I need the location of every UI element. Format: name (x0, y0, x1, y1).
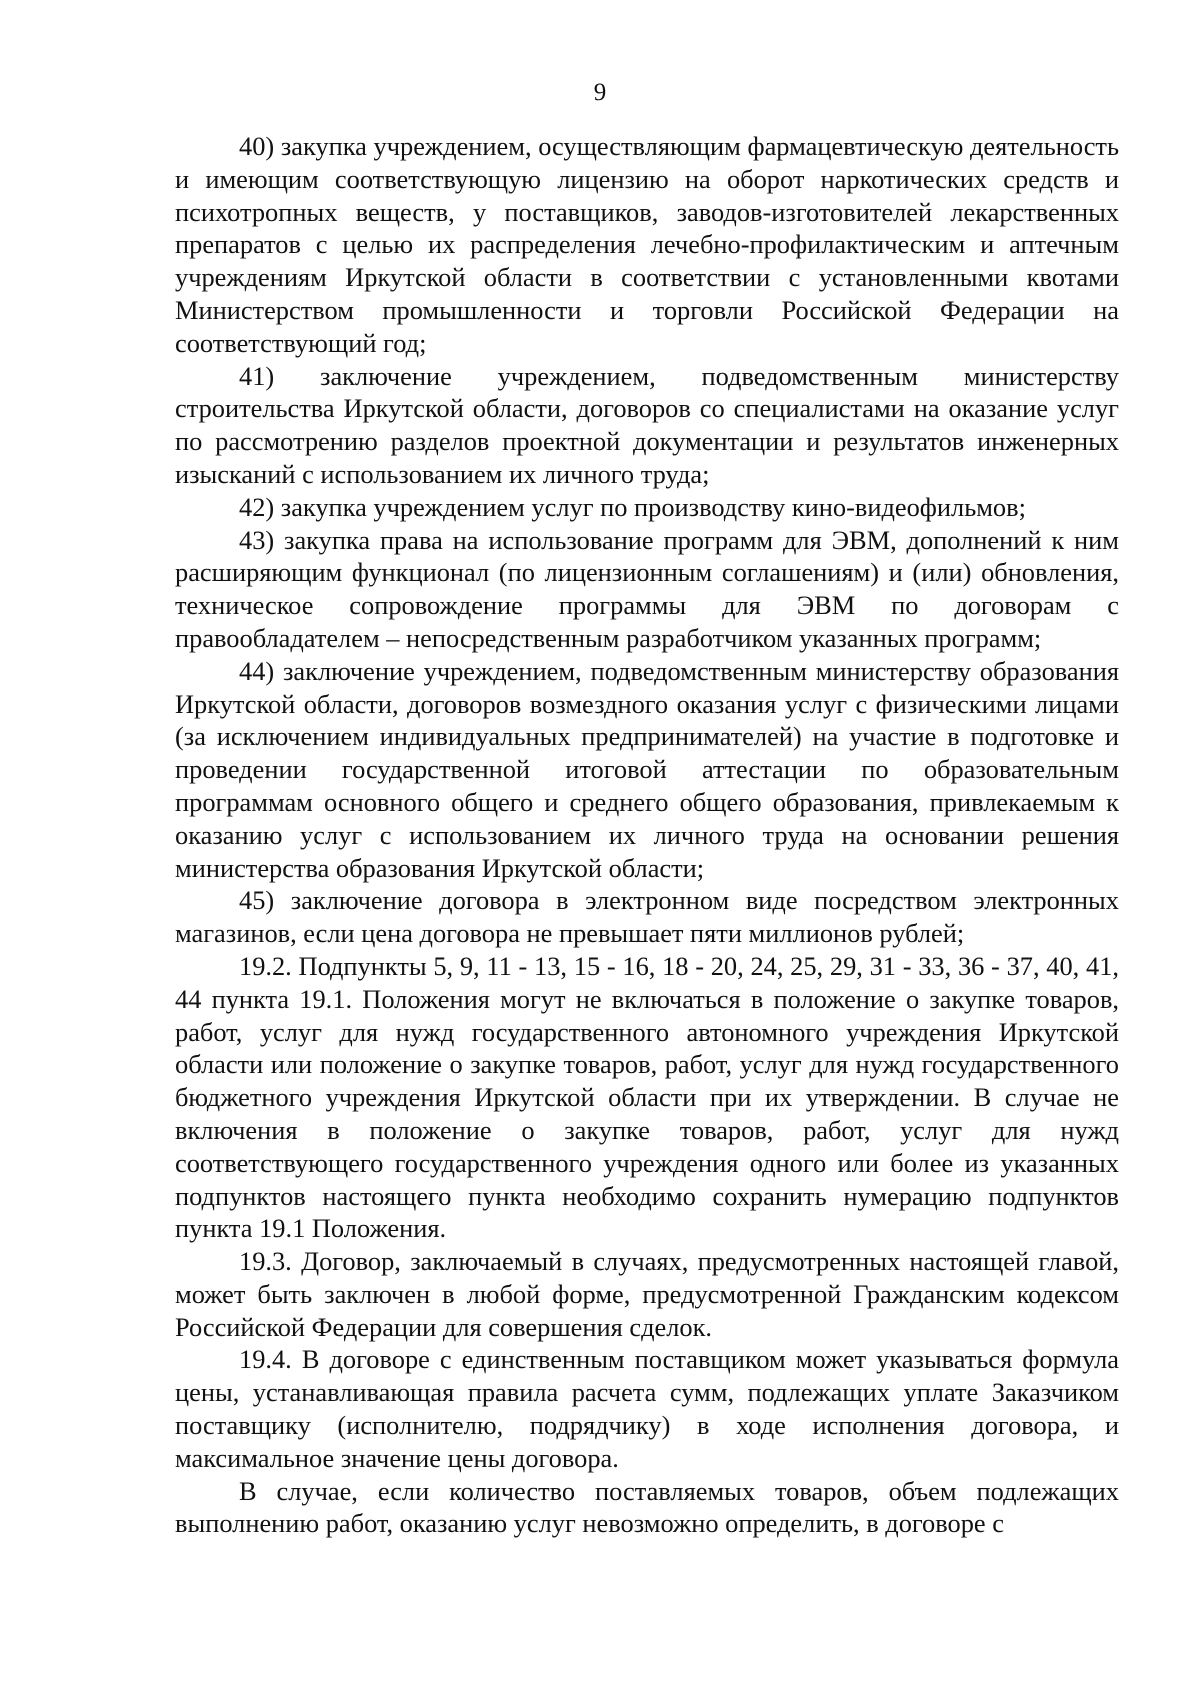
paragraph-item-41: 41) заключение учреждением, подведомственным министерству строительства Иркутской области, договоров со специалистами на оказание услуг по рассмотрению разделов проектной документации и результатов инженерных изысканий с использованием их личного труда; (175, 360, 1119, 489)
paragraph-clause-19-2: 19.2. Подпункты 5, 9, 11 - 13, 15 - 16, 18 - 20, 24, 25, 29, 31 - 33, 36 - 37, 40, 41, 44 пункта 19.1. Положения могут не включаться в положение о закупке товаров, работ, услуг для нужд государственного автономного учреждения Иркутской области или положение о закупке товаров, работ, услуг для нужд государственного бюджетного учреждения Иркутской области при их утверждении. В случае не включения в положение о закупке товаров, работ, услуг для нужд соответствующего государственного учреждения одного или более из указанных подпунктов настоящего пункта необходимо сохранить нумерацию подпунктов пункта 19.1 Положения. (175, 950, 1119, 1244)
document-body (175, 130, 1119, 1540)
paragraph-clause-19-4: 19.4. В договоре с единственным поставщиком может указываться формула цены, устанавливающая правила расчета сумм, подлежащих уплате Заказчиком поставщику (исполнителю, подрядчику) в ходе исполнения договора, и максимальное значение цены договора. (175, 1344, 1119, 1473)
paragraph-item-40: 40) закупка учреждением, осуществляющим фармацевтическую деятельность и имеющим соответствующую лицензию на оборот наркотических средств и психотропных веществ, у поставщиков, заводов-изготовителей лекарственных препаратов с целью их распределения лечебно-профилактическим и аптечным учреждениям Иркутской области в соответствии с установленными квотами Министерством промышленности и торговли Российской Федерации на соответствующий год; (175, 131, 1119, 358)
page-number: 9 (593, 79, 607, 106)
paragraph-item-42: 42) закупка учреждением услуг по производству кино-видеофильмов; (239, 491, 1026, 522)
paragraph-item-43: 43) закупка права на использование программ для ЭВМ, дополнений к ним расширяющим функционал (по лицензионным соглашениям) и (или) обновления, техническое сопровождение программы для ЭВМ по договорам с правообладателем – непосредственным разработчиком указанных программ; (175, 524, 1119, 653)
paragraph-item-45: 45) заключение договора в электронном виде посредством электронных магазинов, если цена договора не превышает пяти миллионов рублей; (175, 885, 1119, 949)
paragraph-clause-19-3: 19.3. Договор, заключаемый в случаях, предусмотренных настоящей главой, может быть заключен в любой форме, предусмотренной Гражданским кодексом Российской Федерации для совершения сделок. (175, 1246, 1119, 1342)
paragraph-continuation: В случае, если количество поставляемых товаров, объем подлежащих выполнению работ, оказанию услуг невозможно определить, в договоре с (175, 1475, 1119, 1539)
paragraph-item-44: 44) заключение учреждением, подведомственным министерству образования Иркутской области, договоров возмездного оказания услуг с физическими лицами (за исключением индивидуальных предпринимателей) на участие в подготовке и проведении государственной итоговой аттестации по образовательным программам основного общего и среднего общего образования, привлекаемым к оказанию услуг с использованием их личного труда на основании решения министерства образования Иркутской области; (175, 655, 1119, 883)
